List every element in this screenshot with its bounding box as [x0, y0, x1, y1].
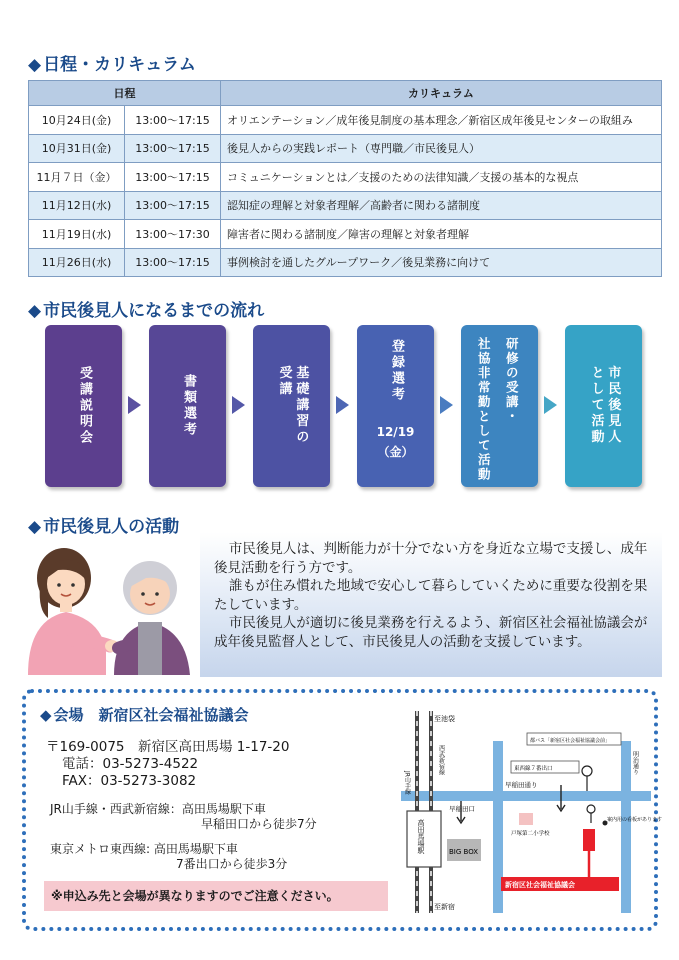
row-content: 事例検討を通したグループワーク／後見業務に向けて	[221, 248, 662, 277]
map-label-jr: JR山手線	[403, 771, 411, 795]
activity-description	[200, 532, 662, 677]
flow-step-label: 社協非常勤として活動	[476, 337, 492, 482]
venue-notice: ※申込み先と会場が異なりますのでご注意ください。	[44, 881, 388, 911]
arrow-right-icon	[440, 396, 453, 414]
row-date: 11月７日（金）	[29, 163, 125, 192]
flow-step-1	[45, 325, 122, 487]
map-label-bigbox: BIG BOX	[449, 848, 479, 856]
venue-access-metro-exit: 7番出口から徒歩3分	[176, 857, 288, 871]
table-row	[29, 106, 662, 135]
map-label-meiji-dori: 明治通り	[631, 751, 639, 775]
map-label-seibu: 西武新宿線	[437, 745, 445, 775]
map-label-waseda-exit: 早稲田口	[449, 805, 475, 813]
arrow-right-icon	[232, 396, 245, 414]
map-label-school: 戸塚第二小学校	[511, 831, 550, 837]
row-date: 11月12日(水)	[29, 191, 125, 220]
venue-access-jr-exit: 早稲田口から徒歩7分	[201, 817, 317, 831]
venue-title: 会場 新宿区社会福祉協議会	[53, 706, 249, 724]
flow-step-label: 受講説明会	[76, 366, 92, 446]
table-header-row	[29, 81, 662, 106]
row-time: 13:00〜17:15	[125, 191, 221, 220]
row-time: 13:00〜17:30	[125, 220, 221, 249]
flow-title: 市民後見人になるまでの流れ	[43, 301, 265, 321]
row-date: 11月19日(水)	[29, 220, 125, 249]
venue-access-jr: JR山手線・西武新宿線：高田馬場駅下車	[50, 802, 266, 816]
diamond-icon: ◆	[28, 301, 42, 321]
activity-paragraph: 市民後見人は、判断能力が十分でない方を身近な立場で支援し、成年後見活動を行う方です。	[214, 541, 648, 576]
flow-step-6	[565, 325, 642, 487]
venue-access-metro: 東京メトロ東西線: 高田馬場駅下車	[50, 842, 238, 856]
row-time: 13:00〜17:15	[125, 106, 221, 135]
venue-address: 〒169-0075 新宿区高田馬場 1-17-20	[46, 739, 290, 755]
row-content: 認知症の理解と対象者理解／高齢者に関わる諸制度	[221, 191, 662, 220]
schedule-heading	[28, 50, 196, 75]
row-date: 11月26日(水)	[29, 248, 125, 277]
row-date: 10月31日(金)	[29, 134, 125, 163]
schedule-table	[28, 80, 662, 277]
table-row	[29, 163, 662, 192]
schedule-title: 日程・カリキュラム	[43, 55, 196, 75]
map-label-bus: 都バス「新宿区社会福祉協議会前」	[530, 738, 611, 744]
flow-step-4	[357, 325, 434, 487]
flow-step-label: 登録選考	[388, 339, 404, 403]
flow-heading	[28, 296, 264, 321]
map-label-station: 高田馬場駅	[417, 819, 425, 854]
activity-heading	[28, 512, 179, 537]
venue-map	[401, 711, 663, 913]
venue-heading	[40, 707, 249, 723]
flow-step-5	[461, 325, 538, 487]
venue-fax: FAX：03-5273-3082	[62, 773, 197, 789]
map-label-sign: 案内用の看板があります	[607, 817, 663, 823]
activity-paragraph: 誰もが住み慣れた地域で安心して暮らしていくために重要な役割を果たしています。	[214, 578, 648, 613]
map-label-ikebukuro: 至池袋	[434, 715, 455, 723]
header-curriculum: カリキュラム	[221, 81, 662, 106]
activity-paragraph: 市民後見人が適切に後見業務を行えるよう、新宿区社会福祉協議会が成年後見監督人として、市民後見人の活動を支援しています。	[214, 615, 648, 650]
venue-panel	[22, 689, 663, 931]
flow-step-label: 研修の受講・	[504, 337, 520, 424]
table-row	[29, 248, 662, 277]
row-content: コミュニケーションとは／支援のための法律知識／支援の基本的な視点	[221, 163, 662, 192]
row-content: 後見人からの実践レポート（専門職／市民後見人）	[221, 134, 662, 163]
flow-step-weekday: （金）	[377, 445, 414, 459]
map-label-tozai: 東西線７番出口	[514, 766, 553, 772]
flow-step-date: 12/19	[376, 425, 415, 439]
map-label-venue: 新宿区社会福祉協議会	[505, 881, 575, 889]
flow-step-3	[253, 325, 330, 487]
flow-step-label: 書類選考	[180, 374, 196, 438]
diamond-icon: ◆	[40, 706, 52, 724]
table-row	[29, 191, 662, 220]
row-time: 13:00〜17:15	[125, 248, 221, 277]
arrow-right-icon	[544, 396, 557, 414]
arrow-right-icon	[336, 396, 349, 414]
map-label-shinjuku: 至新宿	[434, 903, 455, 911]
flow-step-label: 市民後見人として活動	[588, 365, 621, 446]
row-content: オリエンテーション／成年後見制度の基本理念／新宿区成年後見センターの取組み	[221, 106, 662, 135]
diamond-icon: ◆	[28, 517, 42, 537]
table-row	[29, 220, 662, 249]
map-label-waseda-dori: 早稲田通り	[505, 781, 538, 789]
row-time: 13:00〜17:15	[125, 134, 221, 163]
activity-title: 市民後見人の活動	[43, 517, 180, 537]
header-date: 日程	[29, 81, 221, 106]
caregiver-illustration	[14, 540, 194, 675]
row-time: 13:00〜17:15	[125, 163, 221, 192]
flow-step-label: 基礎講習の受講	[276, 365, 309, 446]
arrow-right-icon	[128, 396, 141, 414]
table-row	[29, 134, 662, 163]
row-content: 障害者に関わる諸制度／障害の理解と対象者理解	[221, 220, 662, 249]
flow-step-2	[149, 325, 226, 487]
row-date: 10月24日(金)	[29, 106, 125, 135]
venue-phone: 電話：03-5273-4522	[62, 756, 199, 772]
diamond-icon: ◆	[28, 55, 42, 75]
